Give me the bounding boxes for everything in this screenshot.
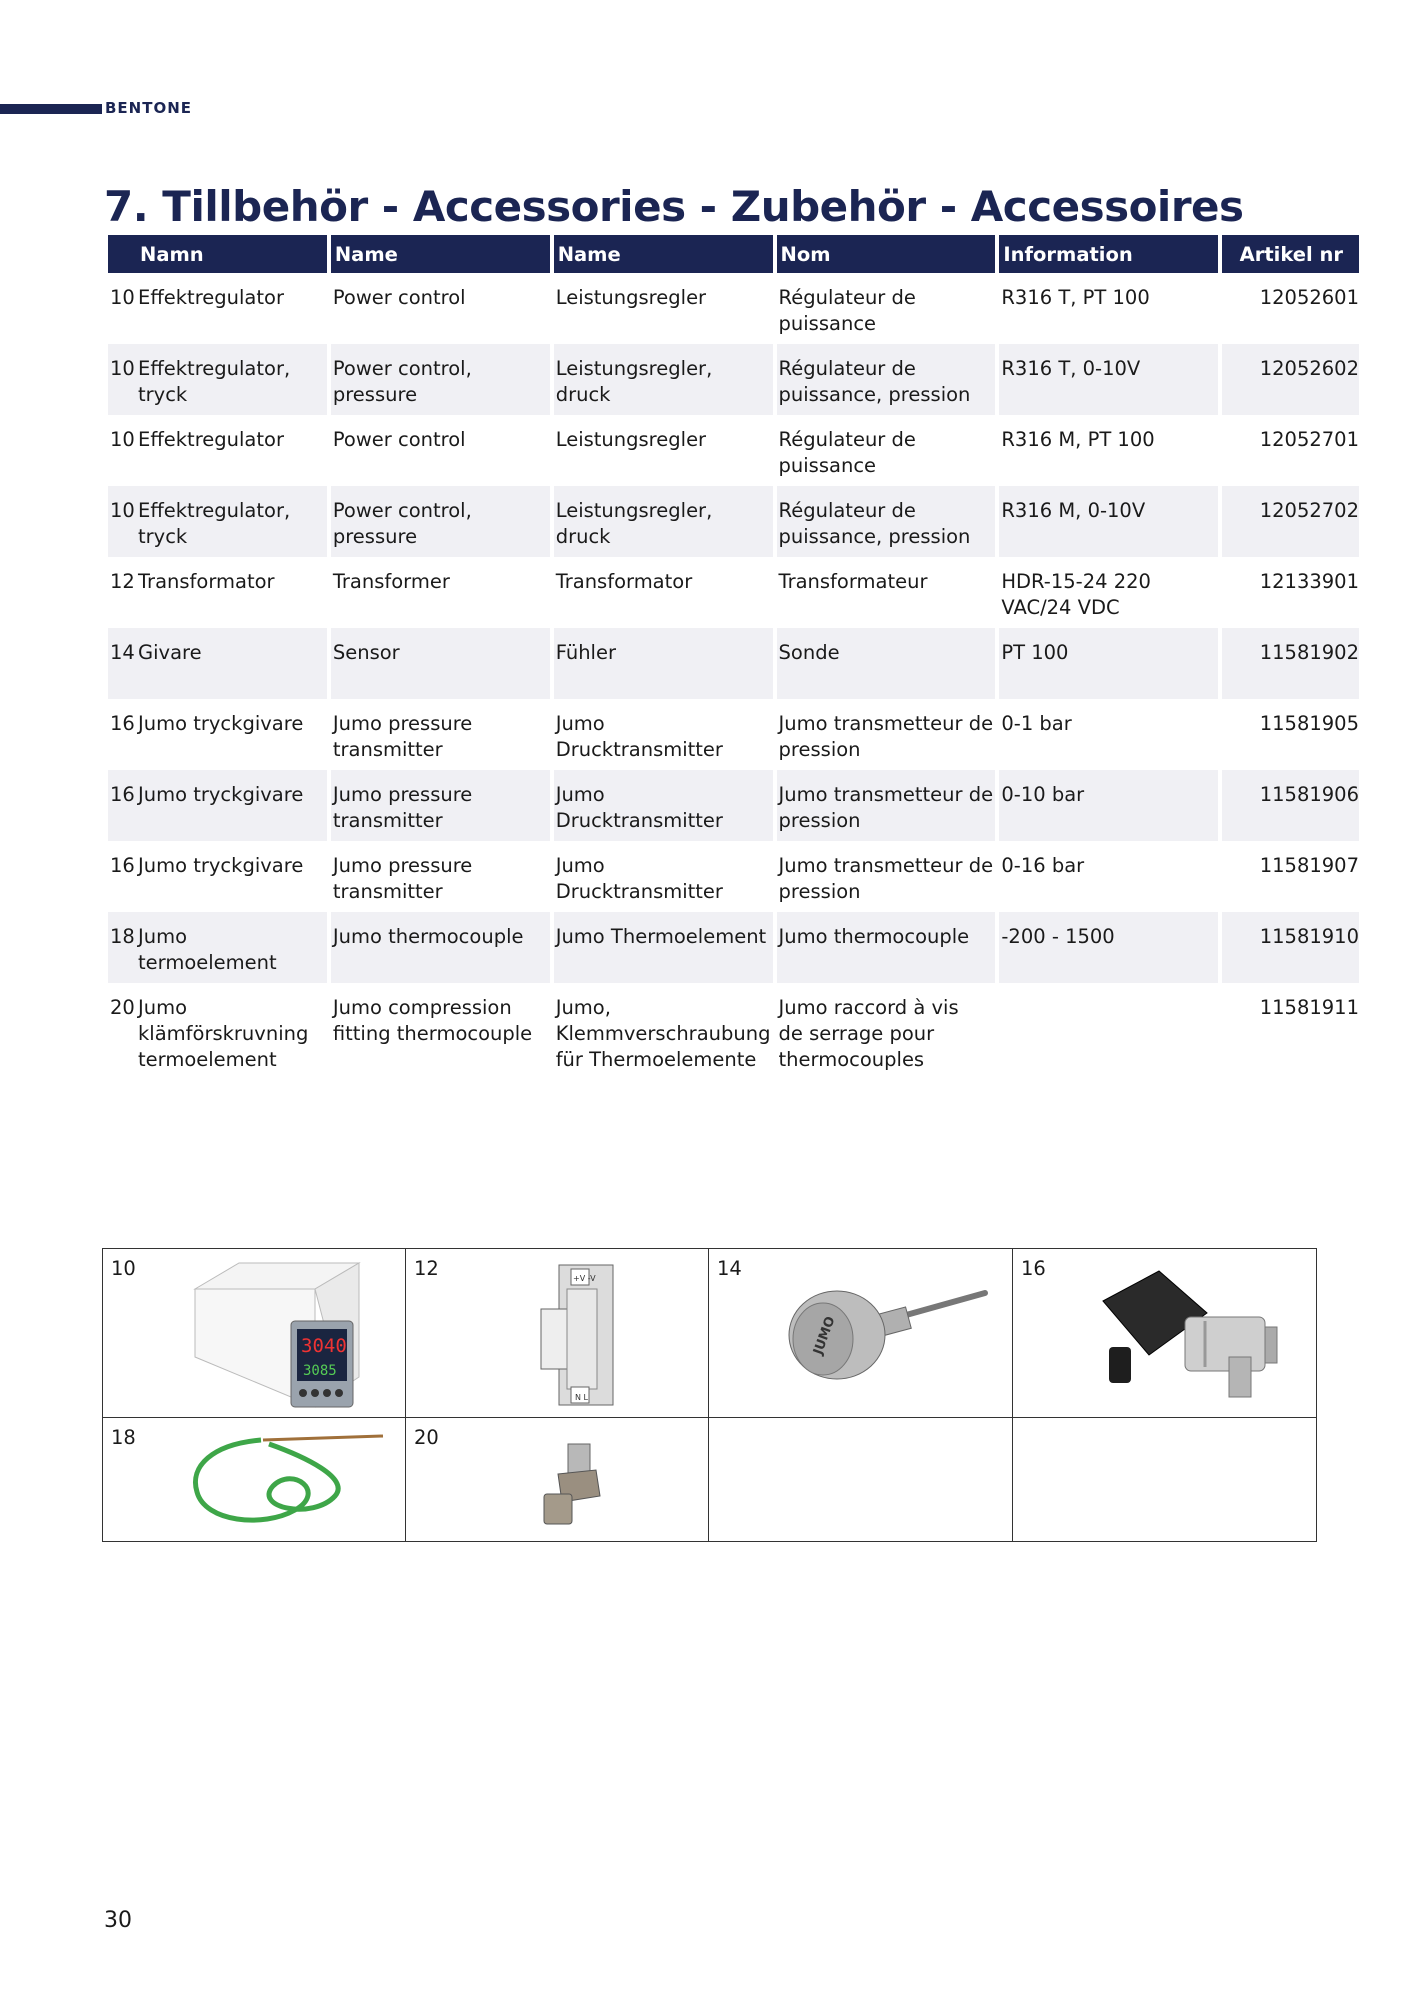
- cell-french-name: Jumo transmetteur de pression: [778, 712, 994, 761]
- power-controller-icon: [191, 1257, 361, 1412]
- column-header: Nom: [780, 243, 831, 266]
- cell-english-name: Power control, pressure: [331, 344, 550, 415]
- cell-article-number: 11581910: [1222, 912, 1359, 983]
- page-number: 30: [104, 1908, 132, 1933]
- cell-german-name: Jumo Drucktransmitter: [555, 854, 723, 903]
- cell-english-name: Jumo thermocouple: [331, 912, 550, 983]
- cell-french-name: Jumo thermocouple: [777, 912, 996, 983]
- table-row: [108, 912, 1359, 983]
- position-number: 10: [110, 286, 135, 309]
- position-number: 16: [110, 854, 135, 877]
- cell-information: R316 T, 0-10V: [999, 344, 1218, 415]
- cell-french-name: Régulateur de puissance, pression: [777, 344, 996, 415]
- image-label: 16: [1021, 1257, 1046, 1280]
- cell-french-name: Jumo raccord à vis de serrage pour thermocouples: [778, 996, 959, 1071]
- cell-article-number: 11581905: [1259, 712, 1359, 735]
- svg-text:JUMO: JUMO: [810, 1314, 839, 1357]
- cell-german-name: Jumo, Klemmverschraubung für Thermoelemente: [555, 996, 771, 1071]
- table-row: [108, 486, 1359, 557]
- cell-german-name: Jumo Drucktransmitter: [554, 770, 773, 841]
- cell-french-name: Régulateur de puissance: [778, 286, 916, 335]
- image-label: 12: [414, 1257, 439, 1280]
- cell-information: [999, 983, 1218, 1073]
- cell-information: 0-1 bar: [1001, 712, 1072, 735]
- cell-article-number: 12052702: [1222, 486, 1359, 557]
- cell-text: Effektregulator: [138, 428, 284, 451]
- image-cell: [709, 1418, 1013, 1542]
- cell-swedish-name: [108, 273, 327, 344]
- position-number: 20: [110, 996, 135, 1019]
- image-label: 20: [414, 1426, 439, 1449]
- cell-text: Jumo tryckgivare: [138, 712, 304, 735]
- cell-information: HDR-15-24 220 VAC/24 VDC: [1001, 570, 1151, 619]
- image-cell: [103, 1249, 406, 1418]
- position-number: 16: [110, 712, 135, 735]
- cell-swedish-name: [108, 415, 327, 486]
- cell-article-number: 12052602: [1222, 344, 1359, 415]
- brand-name: BENTONE: [105, 99, 193, 117]
- column-header: Information: [1003, 243, 1133, 266]
- cell-information: -200 - 1500: [999, 912, 1218, 983]
- position-number: 10: [110, 428, 135, 451]
- cell-french-name: Régulateur de puissance: [778, 428, 916, 477]
- cell-text: Jumo klämförskruvning termoelement: [138, 996, 309, 1071]
- position-number: 14: [110, 641, 135, 664]
- cell-english-name: Power control: [332, 286, 466, 309]
- cell-swedish-name: [108, 983, 327, 1073]
- cell-french-name: Régulateur de puissance, pression: [777, 486, 996, 557]
- cell-text: Givare: [138, 641, 202, 664]
- table-row: [108, 983, 1359, 1073]
- cell-english-name: Sensor: [331, 628, 550, 699]
- product-image-grid: [102, 1248, 1317, 1542]
- cell-information: R316 M, 0-10V: [999, 486, 1218, 557]
- column-header: Artikel nr: [1239, 243, 1343, 266]
- cell-german-name: Leistungsregler, druck: [554, 486, 773, 557]
- cell-english-name: Jumo pressure transmitter: [331, 770, 550, 841]
- position-number: 12: [110, 570, 135, 593]
- cell-german-name: Transformator: [555, 570, 693, 593]
- cell-article-number: 12052701: [1259, 428, 1359, 451]
- position-number: 16: [110, 783, 135, 806]
- cell-article-number: 11581906: [1222, 770, 1359, 841]
- cell-french-name: Transformateur: [778, 570, 928, 593]
- cell-swedish-name: [108, 344, 327, 415]
- position-number: 18: [110, 925, 135, 948]
- cell-german-name: Jumo Thermoelement: [554, 912, 773, 983]
- cell-article-number: 11581907: [1259, 854, 1359, 877]
- cell-article-number: 12052601: [1259, 286, 1359, 309]
- cell-swedish-name: [108, 912, 327, 983]
- cell-information: R316 M, PT 100: [1001, 428, 1155, 451]
- image-cell: [709, 1249, 1013, 1418]
- cell-information: 0-16 bar: [1001, 854, 1085, 877]
- image-cell: [1013, 1249, 1317, 1418]
- temperature-sensor-icon: [779, 1273, 989, 1393]
- position-number: 10: [110, 499, 135, 522]
- cell-article-number: 11581902: [1222, 628, 1359, 699]
- cell-swedish-name: [108, 770, 327, 841]
- column-header: Name: [334, 243, 398, 266]
- table-row: [108, 344, 1359, 415]
- compression-fitting-icon: [534, 1440, 614, 1530]
- pressure-transmitter-icon: [1089, 1261, 1289, 1411]
- cell-article-number: 11581911: [1259, 996, 1359, 1019]
- table-row: [108, 415, 1359, 486]
- cell-french-name: Jumo transmetteur de pression: [777, 770, 996, 841]
- table-row: [108, 699, 1359, 770]
- cell-french-name: Jumo transmetteur de pression: [778, 854, 994, 903]
- column-header: Name: [557, 243, 621, 266]
- cell-german-name: Leistungsregler, druck: [554, 344, 773, 415]
- cell-swedish-name: [108, 841, 327, 912]
- cell-text: Jumo termoelement: [138, 925, 277, 974]
- thermocouple-cable-icon: [183, 1426, 393, 1534]
- cell-swedish-name: [108, 628, 327, 699]
- cell-text: Effektregulator: [138, 286, 284, 309]
- cell-swedish-name: [108, 486, 327, 557]
- cell-swedish-name: [108, 699, 327, 770]
- image-cell: [406, 1249, 709, 1418]
- image-cell: [406, 1418, 709, 1542]
- accessories-table: [104, 235, 1363, 1073]
- column-header: Namn: [140, 243, 204, 266]
- cell-article-number: 12133901: [1259, 570, 1359, 593]
- cell-english-name: Jumo pressure transmitter: [332, 854, 473, 903]
- cell-german-name: Leistungsregler: [555, 428, 707, 451]
- table-row: [108, 628, 1359, 699]
- cell-english-name: Power control, pressure: [331, 486, 550, 557]
- cell-text: Effektregulator, tryck: [138, 357, 291, 406]
- cell-french-name: Sonde: [777, 628, 996, 699]
- image-label: 14: [717, 1257, 742, 1280]
- cell-german-name: Fühler: [554, 628, 773, 699]
- image-cell: [103, 1418, 406, 1542]
- table-row: [108, 273, 1359, 344]
- position-number: 10: [110, 357, 135, 380]
- page-title: 7. Tillbehör - Accessories - Zubehör - Accessoires: [104, 182, 1244, 231]
- din-rail-transformer-icon: [531, 1261, 626, 1411]
- cell-text: Jumo tryckgivare: [138, 783, 304, 806]
- cell-swedish-name: [108, 557, 327, 628]
- table-row: [108, 770, 1359, 841]
- image-label: 10: [111, 1257, 136, 1280]
- cell-information: 0-10 bar: [999, 770, 1218, 841]
- cell-text: Jumo tryckgivare: [138, 854, 304, 877]
- svg-text:+V -V: +V -V: [573, 1274, 596, 1283]
- brand-bar: [0, 104, 102, 114]
- display-bottom: 3085: [303, 1363, 337, 1379]
- svg-text:N L: N L: [575, 1393, 588, 1402]
- table-row: [108, 841, 1359, 912]
- image-label: 18: [111, 1426, 136, 1449]
- cell-english-name: Jumo compression fitting thermocouple: [332, 996, 533, 1045]
- cell-information: R316 T, PT 100: [1001, 286, 1150, 309]
- cell-english-name: Power control: [332, 428, 466, 451]
- display-top: 3040: [301, 1335, 347, 1357]
- cell-english-name: Jumo pressure transmitter: [332, 712, 473, 761]
- cell-information: PT 100: [999, 628, 1218, 699]
- cell-text: Transformator: [138, 570, 275, 593]
- cell-german-name: Leistungsregler: [555, 286, 707, 309]
- cell-english-name: Transformer: [332, 570, 450, 593]
- cell-text: Effektregulator, tryck: [138, 499, 291, 548]
- table-header-row: [108, 235, 1359, 273]
- table-row: [108, 557, 1359, 628]
- image-cell: [1013, 1418, 1317, 1542]
- cell-german-name: Jumo Drucktransmitter: [555, 712, 723, 761]
